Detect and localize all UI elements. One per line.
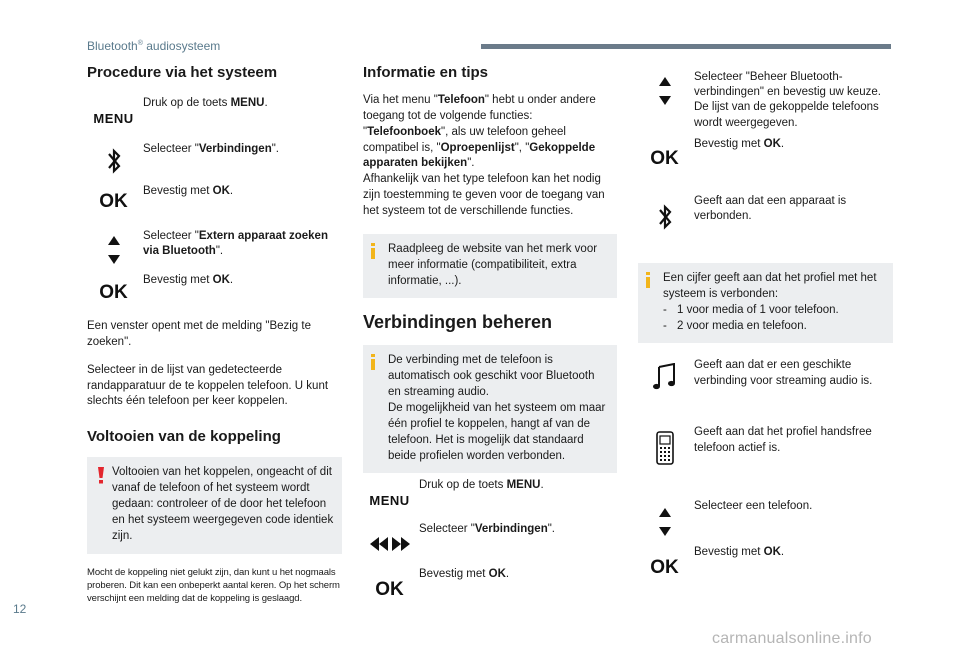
- menu-key-label: MENU: [93, 111, 134, 126]
- para-toestemming: Afhankelijk van het type telefoon kan het nodig zijn toestemming te geven voor de toegang van het systeem tot de verschillende functies.: [363, 173, 605, 218]
- ok-key-icon: [87, 273, 140, 304]
- header-title-registered: ®: [137, 40, 143, 47]
- header-title-text: Bluetooth: [87, 39, 138, 53]
- ok-key-icon: [638, 545, 691, 579]
- step-text: Druk op de toets MENU.: [419, 479, 544, 492]
- info-box-verbinding: [363, 345, 617, 473]
- info-text-1: De verbinding met de telefoon is automatisch ook geschikt voor Bluetooth en streaming audio.: [388, 354, 595, 399]
- watermark: carmanualsonline.info: [712, 630, 872, 647]
- step-ok-2: [87, 273, 342, 319]
- bluetooth-icon: [87, 139, 140, 176]
- step-ok: [638, 132, 893, 190]
- para-venster: Een venster opent met de melding "Bezig te zoeken".: [87, 320, 311, 348]
- step-text: Bevestig met OK.: [694, 546, 785, 559]
- step-text: Bevestig met OK.: [143, 185, 234, 197]
- ok-key-label: OK: [99, 282, 128, 303]
- music-note-icon: [638, 355, 691, 391]
- step-menu: [87, 93, 342, 139]
- small-note-koppeling: Mocht de koppeling niet gelukt zijn, dan kunt u het nogmaals proberen. Dit kan een onbeperkt aantal keren. Op het scherm verschijnt een melding dat de koppeling is geslaagd.: [87, 566, 340, 604]
- info-text: Een cijfer geeft aan dat het profiel met het systeem is verbonden:: [663, 272, 877, 300]
- up-down-arrows-icon: [638, 64, 691, 106]
- info-icon: [646, 272, 654, 288]
- step-text: Selecteer "Extern apparaat zoeken via Bluetooth".: [143, 230, 328, 258]
- info-icon: [371, 354, 379, 370]
- column-beheer: [638, 64, 893, 589]
- info-box-website: [363, 234, 617, 299]
- up-down-arrows-icon: [638, 497, 691, 537]
- step-menu: [363, 475, 617, 519]
- menu-key-icon: [87, 93, 140, 126]
- info-box-profiel: [638, 263, 893, 343]
- column-informatie: [363, 64, 617, 609]
- step-text: Bevestig met OK.: [419, 568, 510, 581]
- step-streaming: [638, 355, 893, 425]
- step-text: Bevestig met OK.: [143, 274, 234, 286]
- ok-key-icon: [363, 565, 416, 601]
- ok-key-label: OK: [650, 148, 679, 169]
- step-text: Selecteer "Beheer Bluetooth-verbindingen" en bevestig uw keuze. De lijst van de gekoppelde telefoons wordt weergegeven.: [694, 71, 881, 129]
- step-text: Druk op de toets MENU.: [143, 97, 268, 109]
- page-header-title: [87, 39, 220, 53]
- heading-informatie: Informatie en tips: [363, 64, 489, 81]
- ok-key-label: OK: [650, 557, 679, 579]
- ok-key-icon: [87, 184, 140, 213]
- header-title-rest: audiosysteem: [142, 39, 221, 53]
- list-item: - 1 voor media of 1 voor telefoon.: [663, 303, 839, 316]
- step-text: Selecteer "Verbindingen".: [419, 523, 555, 536]
- menu-key-icon: [363, 475, 416, 508]
- warning-icon: [95, 466, 107, 484]
- step-verbonden: [638, 190, 893, 263]
- para-selecteer-lijst: Selecteer in de lijst van gedetecteerde randapparatuur de te koppelen telefoon. U kunt slechts één telefoon per keer koppelen.: [87, 363, 329, 408]
- step-ok: [363, 565, 617, 609]
- header-bar: [481, 44, 891, 49]
- heading-verbindingen-beheren: Verbindingen beheren: [363, 312, 553, 333]
- page-number: 12: [13, 602, 27, 616]
- ok-key-icon: [638, 132, 691, 170]
- step-ok: [87, 184, 342, 229]
- warning-text: Voltooien van het koppelen, ongeacht of dit vanaf de telefoon of het systeem wordt gedaan: controleer of de door het telefoon en het systeem weergegeven code identiek zijn.: [112, 466, 334, 542]
- step-text: Selecteer "Verbindingen".: [143, 143, 279, 155]
- menu-key-label: MENU: [369, 493, 410, 509]
- step-text: Geeft aan dat het profiel handsfree telefoon actief is.: [694, 426, 872, 454]
- skip-arrows-icon: [363, 519, 416, 552]
- warning-box: [87, 457, 342, 553]
- info-text-2: De mogelijkheid van het systeem om maar één profiel te koppelen, hangt af van de telefoon. Het is mogelijk dat standaard beide profielen worden verbonden.: [388, 402, 606, 462]
- column-procedure: [87, 64, 342, 605]
- para-telefoon-menu: Via het menu "Telefoon" hebt u onder andere toegang tot de volgende functies: "Telefoonboek", als uw telefoon geheel compatibel is, "Oproepenlijst", "Gekoppelde apparaten bekijken".: [363, 94, 596, 170]
- step-extern-zoeken: [87, 229, 342, 273]
- step-bluetooth: [87, 139, 342, 184]
- step-handsfree: [638, 425, 893, 497]
- step-text: Geeft aan dat een apparaat is verbonden.: [694, 195, 847, 223]
- step-selecteer-telefoon: [638, 497, 893, 545]
- step-text: Bevestig met OK.: [694, 138, 785, 150]
- step-text: Selecteer een telefoon.: [694, 500, 813, 513]
- phone-handset-icon: [638, 425, 691, 465]
- info-icon: [371, 243, 379, 259]
- step-verbindingen: [363, 519, 617, 565]
- bluetooth-icon: [638, 190, 691, 232]
- step-beheer-bluetooth: [638, 64, 893, 132]
- heading-voltooien: Voltooien van de koppeling: [87, 428, 281, 446]
- ok-key-label: OK: [99, 191, 128, 212]
- ok-key-label: OK: [375, 579, 404, 601]
- list-item: - 2 voor media en telefoon.: [663, 319, 807, 332]
- step-ok-2: [638, 545, 893, 589]
- heading-procedure: Procedure via het systeem: [87, 64, 278, 81]
- step-text: Geeft aan dat er een geschikte verbinding voor streaming audio is.: [694, 359, 873, 387]
- up-down-arrows-icon: [87, 229, 140, 265]
- info-text: Raadpleeg de website van het merk voor meer informatie (compatibiliteit, extra informatie, ...).: [388, 242, 598, 287]
